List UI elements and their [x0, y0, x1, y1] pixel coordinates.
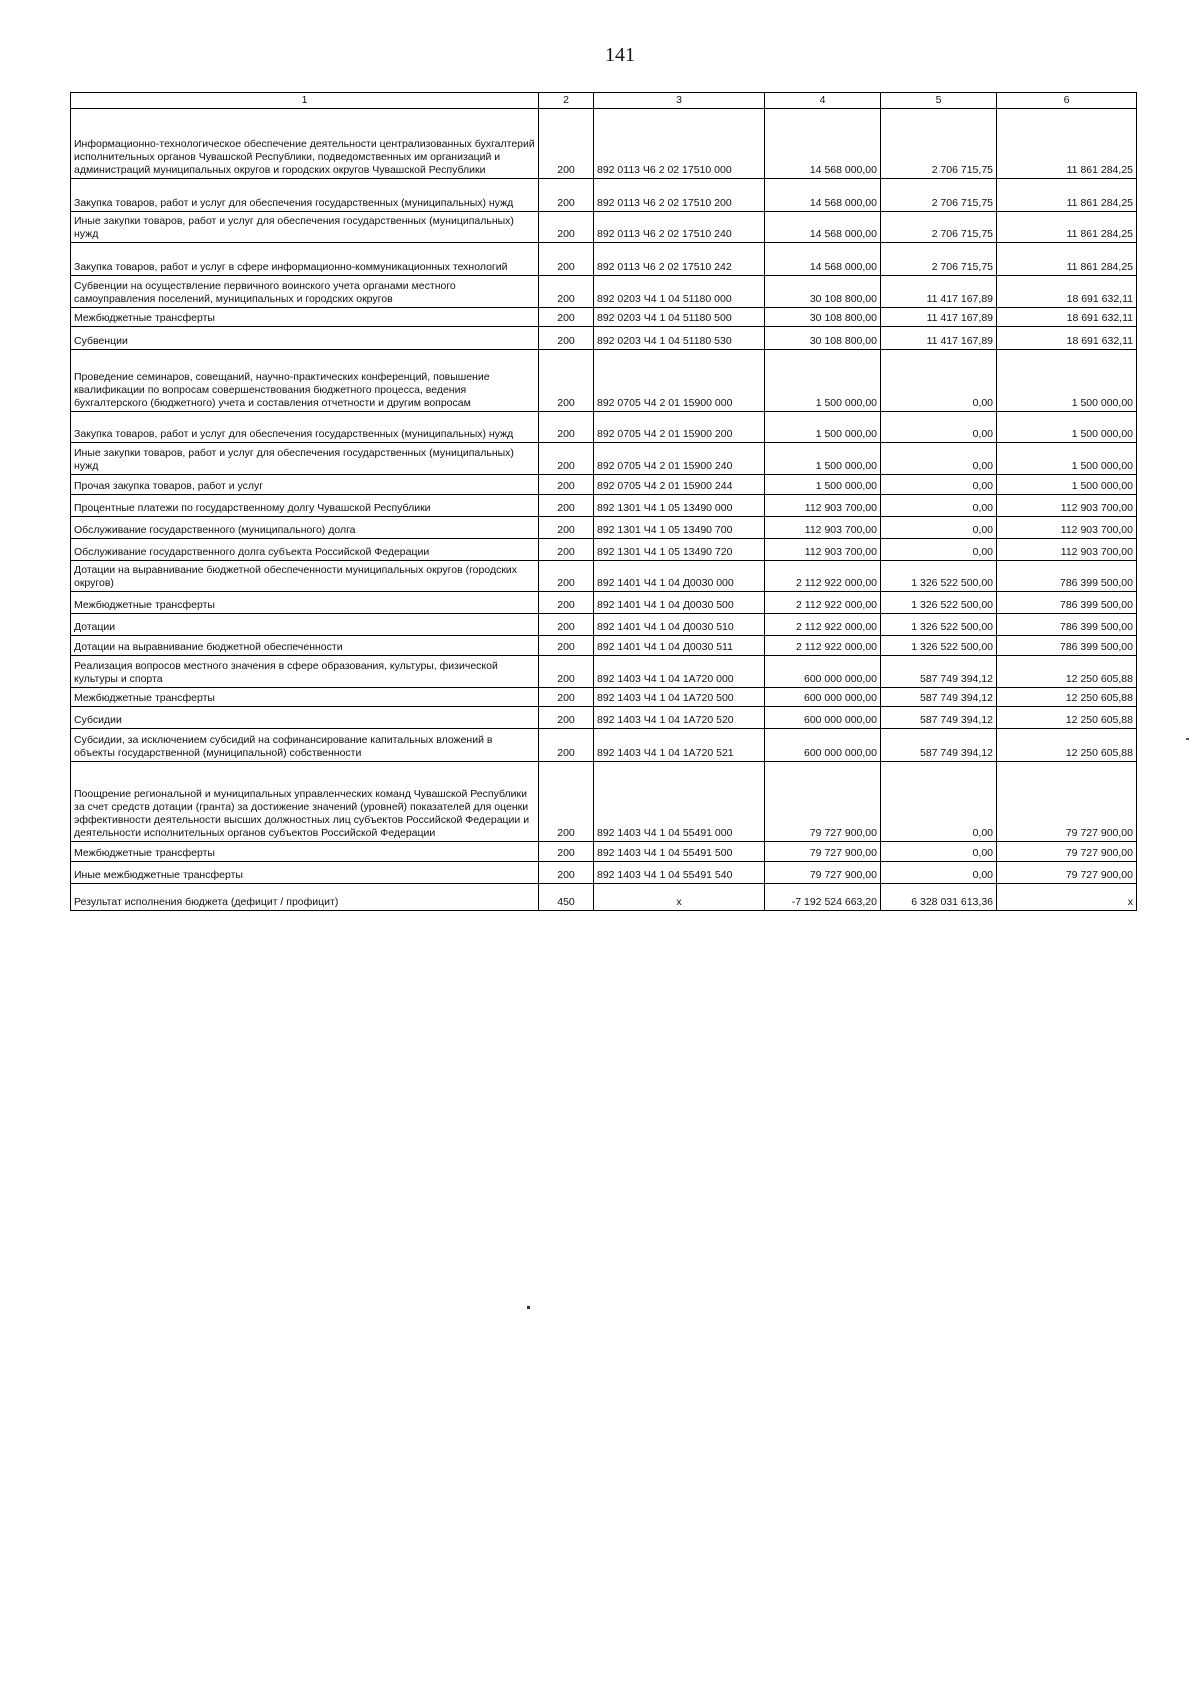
row-unexecuted: 18 691 632,11	[997, 276, 1137, 308]
table-row	[71, 243, 1137, 276]
table-row	[71, 327, 1137, 350]
row-unexecuted: 786 399 500,00	[997, 561, 1137, 592]
row-name: Субвенции	[71, 327, 539, 350]
row-budget-code: 892 0113 Ч6 2 02 17510 200	[594, 179, 765, 212]
row-line-code: 200	[539, 862, 594, 884]
row-budget-code: 892 0705 Ч4 2 01 15900 000	[594, 350, 765, 412]
row-executed: 1 326 522 500,00	[881, 592, 997, 614]
row-executed: 587 749 394,12	[881, 707, 997, 729]
row-approved: 1 500 000,00	[765, 350, 881, 412]
row-line-code: 200	[539, 412, 594, 443]
row-unexecuted: 11 861 284,25	[997, 179, 1137, 212]
row-line-code: 200	[539, 179, 594, 212]
row-executed: 11 417 167,89	[881, 308, 997, 327]
row-unexecuted: 112 903 700,00	[997, 539, 1137, 561]
row-name: Межбюджетные трансферты	[71, 308, 539, 327]
row-approved: 1 500 000,00	[765, 475, 881, 495]
table-row	[71, 443, 1137, 475]
column-number-row	[71, 93, 1137, 109]
row-name: Закупка товаров, работ и услуг для обеспечения государственных (муниципальных) нужд	[71, 412, 539, 443]
row-name: Дотации	[71, 614, 539, 636]
row-budget-code: 892 1401 Ч4 1 04 Д0030 510	[594, 614, 765, 636]
row-budget-code: 892 1403 Ч4 1 04 1А720 520	[594, 707, 765, 729]
row-unexecuted: 11 861 284,25	[997, 243, 1137, 276]
row-approved: 30 108 800,00	[765, 308, 881, 327]
row-unexecuted: 786 399 500,00	[997, 614, 1137, 636]
row-unexecuted: 11 861 284,25	[997, 212, 1137, 243]
row-line-code: 200	[539, 495, 594, 517]
result-row-line-code: 450	[539, 884, 594, 911]
row-budget-code: 892 1301 Ч4 1 05 13490 700	[594, 517, 765, 539]
row-budget-code: 892 1403 Ч4 1 04 55491 500	[594, 842, 765, 862]
row-unexecuted: 79 727 900,00	[997, 762, 1137, 842]
column-header: 3	[594, 93, 765, 109]
row-line-code: 200	[539, 327, 594, 350]
row-budget-code: 892 1403 Ч4 1 04 55491 000	[594, 762, 765, 842]
row-line-code: 200	[539, 842, 594, 862]
table-row	[71, 539, 1137, 561]
row-budget-code: 892 0203 Ч4 1 04 51180 530	[594, 327, 765, 350]
table-row	[71, 614, 1137, 636]
row-line-code: 200	[539, 688, 594, 707]
table-row	[71, 592, 1137, 614]
row-name: Иные межбюджетные трансферты	[71, 862, 539, 884]
row-unexecuted: 786 399 500,00	[997, 592, 1137, 614]
result-row-approved: -7 192 524 663,20	[765, 884, 881, 911]
table-row	[71, 276, 1137, 308]
row-line-code: 200	[539, 707, 594, 729]
row-approved: 2 112 922 000,00	[765, 561, 881, 592]
table-row	[71, 517, 1137, 539]
row-executed: 0,00	[881, 517, 997, 539]
row-executed: 1 326 522 500,00	[881, 636, 997, 656]
row-name: Межбюджетные трансферты	[71, 842, 539, 862]
row-name: Информационно-технологическое обеспечение деятельности централизованных бухгалтерий исполнительных органов Чувашской Республики, подведомственных им организаций и администраций муниципальных округов и городских округов Чувашской Республики	[71, 109, 539, 179]
column-header: 4	[765, 93, 881, 109]
row-approved: 14 568 000,00	[765, 243, 881, 276]
row-budget-code: 892 1401 Ч4 1 04 Д0030 500	[594, 592, 765, 614]
row-budget-code: 892 0203 Ч4 1 04 51180 500	[594, 308, 765, 327]
row-line-code: 200	[539, 443, 594, 475]
table-row	[71, 350, 1137, 412]
row-executed: 2 706 715,75	[881, 179, 997, 212]
table-row	[71, 762, 1137, 842]
table-row	[71, 656, 1137, 688]
row-line-code: 200	[539, 592, 594, 614]
column-header: 5	[881, 93, 997, 109]
result-row-executed: 6 328 031 613,36	[881, 884, 997, 911]
row-line-code: 200	[539, 561, 594, 592]
row-approved: 14 568 000,00	[765, 212, 881, 243]
row-approved: 112 903 700,00	[765, 517, 881, 539]
row-name: Проведение семинаров, совещаний, научно-практических конференций, повышение квалификации по вопросам совершенствования бюджетного процесса, ведения бухгалтерского (бюджетного) учета и составления отчетности и другим вопросам	[71, 350, 539, 412]
scan-speck	[527, 1306, 530, 1309]
row-approved: 2 112 922 000,00	[765, 614, 881, 636]
row-executed: 587 749 394,12	[881, 729, 997, 762]
row-budget-code: 892 0705 Ч4 2 01 15900 240	[594, 443, 765, 475]
row-unexecuted: 11 861 284,25	[997, 109, 1137, 179]
table-row	[71, 412, 1137, 443]
table-row	[71, 707, 1137, 729]
row-line-code: 200	[539, 276, 594, 308]
row-line-code: 200	[539, 350, 594, 412]
row-name: Закупка товаров, работ и услуг для обеспечения государственных (муниципальных) нужд	[71, 179, 539, 212]
budget-execution-table	[70, 92, 1137, 911]
row-executed: 0,00	[881, 350, 997, 412]
row-approved: 600 000 000,00	[765, 707, 881, 729]
row-approved: 30 108 800,00	[765, 327, 881, 350]
table-row	[71, 179, 1137, 212]
row-executed: 0,00	[881, 842, 997, 862]
row-name: Дотации на выравнивание бюджетной обеспеченности муниципальных округов (городских округов)	[71, 561, 539, 592]
row-name: Иные закупки товаров, работ и услуг для обеспечения государственных (муниципальных) нужд	[71, 212, 539, 243]
row-unexecuted: 12 250 605,88	[997, 729, 1137, 762]
row-unexecuted: 12 250 605,88	[997, 688, 1137, 707]
row-unexecuted: 112 903 700,00	[997, 495, 1137, 517]
result-row-name: Результат исполнения бюджета (дефицит / профицит)	[71, 884, 539, 911]
row-budget-code: 892 1403 Ч4 1 04 1А720 000	[594, 656, 765, 688]
result-row-budget-code: x	[594, 884, 765, 911]
row-name: Обслуживание государственного (муниципального) долга	[71, 517, 539, 539]
row-unexecuted: 18 691 632,11	[997, 327, 1137, 350]
row-unexecuted: 1 500 000,00	[997, 350, 1137, 412]
row-executed: 2 706 715,75	[881, 212, 997, 243]
row-unexecuted: 79 727 900,00	[997, 862, 1137, 884]
column-header: 1	[71, 93, 539, 109]
row-budget-code: 892 1401 Ч4 1 04 Д0030 511	[594, 636, 765, 656]
row-budget-code: 892 0705 Ч4 2 01 15900 200	[594, 412, 765, 443]
row-executed: 0,00	[881, 443, 997, 475]
row-unexecuted: 79 727 900,00	[997, 842, 1137, 862]
row-line-code: 200	[539, 475, 594, 495]
result-row	[71, 884, 1137, 911]
row-approved: 1 500 000,00	[765, 443, 881, 475]
row-name: Реализация вопросов местного значения в сфере образования, культуры, физической культуры и спорта	[71, 656, 539, 688]
row-name: Прочая закупка товаров, работ и услуг	[71, 475, 539, 495]
row-unexecuted: 112 903 700,00	[997, 517, 1137, 539]
table-row	[71, 212, 1137, 243]
row-line-code: 200	[539, 243, 594, 276]
row-executed: 0,00	[881, 495, 997, 517]
row-approved: 112 903 700,00	[765, 539, 881, 561]
row-line-code: 200	[539, 517, 594, 539]
page-number: 141	[605, 44, 635, 66]
row-approved: 14 568 000,00	[765, 109, 881, 179]
row-unexecuted: 786 399 500,00	[997, 636, 1137, 656]
table-row	[71, 729, 1137, 762]
row-line-code: 200	[539, 212, 594, 243]
row-executed: 2 706 715,75	[881, 109, 997, 179]
row-budget-code: 892 1401 Ч4 1 04 Д0030 000	[594, 561, 765, 592]
table-row	[71, 308, 1137, 327]
row-name: Субсидии, за исключением субсидий на софинансирование капитальных вложений в объекты государственной (муниципальной) собственности	[71, 729, 539, 762]
table-row	[71, 636, 1137, 656]
row-unexecuted: 12 250 605,88	[997, 656, 1137, 688]
row-approved: 30 108 800,00	[765, 276, 881, 308]
row-unexecuted: 1 500 000,00	[997, 475, 1137, 495]
row-budget-code: 892 0113 Ч6 2 02 17510 240	[594, 212, 765, 243]
row-name: Межбюджетные трансферты	[71, 688, 539, 707]
row-budget-code: 892 1403 Ч4 1 04 55491 540	[594, 862, 765, 884]
row-budget-code: 892 0113 Ч6 2 02 17510 000	[594, 109, 765, 179]
row-executed: 0,00	[881, 539, 997, 561]
row-budget-code: 892 0203 Ч4 1 04 51180 000	[594, 276, 765, 308]
row-line-code: 200	[539, 308, 594, 327]
row-approved: 600 000 000,00	[765, 656, 881, 688]
row-name: Межбюджетные трансферты	[71, 592, 539, 614]
scan-speck	[1186, 738, 1189, 740]
row-name: Закупка товаров, работ и услуг в сфере информационно-коммуникационных технологий	[71, 243, 539, 276]
column-header: 6	[997, 93, 1137, 109]
row-line-code: 200	[539, 656, 594, 688]
table-row	[71, 688, 1137, 707]
row-budget-code: 892 1403 Ч4 1 04 1А720 500	[594, 688, 765, 707]
row-unexecuted: 1 500 000,00	[997, 412, 1137, 443]
row-executed: 1 326 522 500,00	[881, 614, 997, 636]
row-budget-code: 892 1403 Ч4 1 04 1А720 521	[594, 729, 765, 762]
row-approved: 79 727 900,00	[765, 842, 881, 862]
row-name: Обслуживание государственного долга субъекта Российской Федерации	[71, 539, 539, 561]
table-row	[71, 109, 1137, 179]
row-line-code: 200	[539, 636, 594, 656]
row-executed: 0,00	[881, 762, 997, 842]
row-line-code: 200	[539, 614, 594, 636]
row-executed: 587 749 394,12	[881, 688, 997, 707]
row-budget-code: 892 1301 Ч4 1 05 13490 720	[594, 539, 765, 561]
column-header: 2	[539, 93, 594, 109]
row-executed: 587 749 394,12	[881, 656, 997, 688]
row-approved: 79 727 900,00	[765, 862, 881, 884]
row-executed: 1 326 522 500,00	[881, 561, 997, 592]
row-executed: 0,00	[881, 475, 997, 495]
row-approved: 14 568 000,00	[765, 179, 881, 212]
row-name: Субвенции на осуществление первичного воинского учета органами местного самоуправления поселений, муниципальных и городских округов	[71, 276, 539, 308]
table-row	[71, 495, 1137, 517]
table-row	[71, 862, 1137, 884]
row-executed: 2 706 715,75	[881, 243, 997, 276]
row-name: Иные закупки товаров, работ и услуг для обеспечения государственных (муниципальных) нужд	[71, 443, 539, 475]
row-line-code: 200	[539, 729, 594, 762]
row-budget-code: 892 0705 Ч4 2 01 15900 244	[594, 475, 765, 495]
row-name: Дотации на выравнивание бюджетной обеспеченности	[71, 636, 539, 656]
row-line-code: 200	[539, 539, 594, 561]
row-budget-code: 892 0113 Ч6 2 02 17510 242	[594, 243, 765, 276]
row-approved: 1 500 000,00	[765, 412, 881, 443]
row-unexecuted: 18 691 632,11	[997, 308, 1137, 327]
row-executed: 11 417 167,89	[881, 276, 997, 308]
table-row	[71, 475, 1137, 495]
row-budget-code: 892 1301 Ч4 1 05 13490 000	[594, 495, 765, 517]
row-line-code: 200	[539, 109, 594, 179]
row-line-code: 200	[539, 762, 594, 842]
row-name: Субсидии	[71, 707, 539, 729]
row-approved: 2 112 922 000,00	[765, 636, 881, 656]
row-executed: 0,00	[881, 862, 997, 884]
row-executed: 0,00	[881, 412, 997, 443]
table-row	[71, 842, 1137, 862]
row-approved: 600 000 000,00	[765, 729, 881, 762]
row-approved: 112 903 700,00	[765, 495, 881, 517]
row-executed: 11 417 167,89	[881, 327, 997, 350]
row-name: Процентные платежи по государственному долгу Чувашской Республики	[71, 495, 539, 517]
table-row	[71, 561, 1137, 592]
row-approved: 600 000 000,00	[765, 688, 881, 707]
result-row-unexecuted: x	[997, 884, 1137, 911]
row-name: Поощрение региональной и муниципальных управленческих команд Чувашской Республики за счет средств дотации (гранта) за достижение значений (уровней) показателей для оценки эффективности деятельности высших должностных лиц субъектов Российской Федерации и деятельности исполнительных органов субъектов Российской Федерации	[71, 762, 539, 842]
row-unexecuted: 12 250 605,88	[997, 707, 1137, 729]
row-unexecuted: 1 500 000,00	[997, 443, 1137, 475]
row-approved: 79 727 900,00	[765, 762, 881, 842]
row-approved: 2 112 922 000,00	[765, 592, 881, 614]
